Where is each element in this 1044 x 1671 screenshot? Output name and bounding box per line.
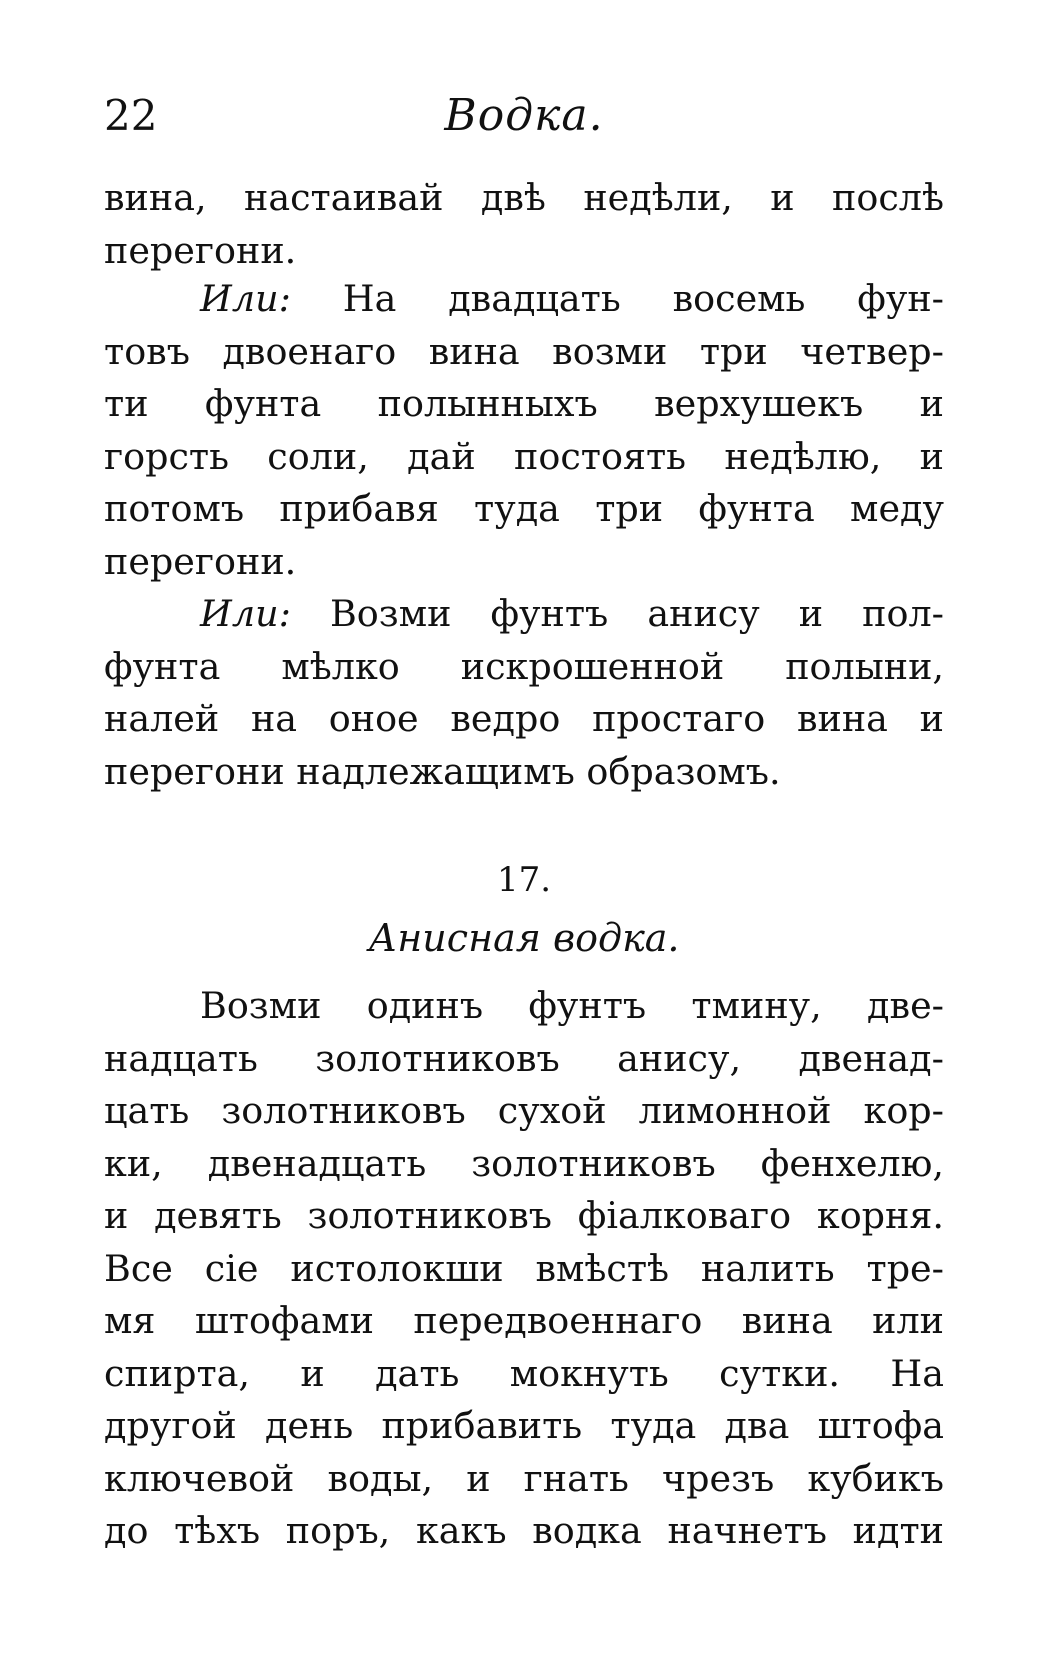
paragraph-continuation (104, 172, 944, 277)
text-line: Все сіе истолокши вмѣстѣ налить тре- (104, 1246, 944, 1290)
text-line: цать золотниковъ сухой лимонной кор- (104, 1089, 944, 1132)
text-line: фунта мѣлко искрошенной полыни, (104, 644, 944, 688)
text-line: ключевой воды, и гнать чрезъ кубикъ (104, 1456, 944, 1500)
text-line: мя штофами передвоеннаго вина или (104, 1299, 944, 1342)
running-title: Водка. (444, 90, 604, 141)
paragraph-recipe (104, 980, 944, 1558)
page-number: 22 (104, 91, 158, 140)
text-line: другой день прибавить туда два штофа (104, 1404, 944, 1447)
text-line: и девять золотниковъ фіалковаго корня. (104, 1194, 944, 1237)
text-line: перегони надлежащимъ образомъ. (104, 749, 781, 793)
text-line: налей на оное ведро простаго вина и (104, 697, 944, 740)
text-line-body: Возми фунтъ анису и пол- (329, 592, 944, 635)
text-line (104, 273, 944, 326)
paragraph-alternative-2 (104, 588, 944, 798)
text-line: перегони. (104, 228, 297, 272)
text-line: вина, настаивай двѣ недѣли, и послѣ (104, 176, 944, 219)
text-line: Возми одинъ фунтъ тмину, две- (200, 984, 944, 1027)
text-line: перегони. (104, 539, 297, 583)
text-line: горсть соли, дай постоять недѣлю, и (104, 434, 944, 478)
paragraph-lead: Или: (200, 277, 291, 320)
text-line: ти фунта полынныхъ верхушекъ и (104, 382, 944, 425)
text-line-body: На двадцать восемь фун- (342, 277, 944, 320)
section-title: Анисная водка. (368, 916, 680, 960)
text-line: надцать золотниковъ анису, двенад- (104, 1036, 944, 1080)
running-head (104, 86, 944, 146)
text-line (104, 588, 944, 641)
text-line: ки, двенадцать золотниковъ фенхелю, (104, 1141, 944, 1185)
text-line: до тѣхъ поръ, какъ водка начнетъ идти (104, 1509, 944, 1552)
text-line: потомъ прибавя туда три фунта меду (104, 487, 944, 530)
paragraph-lead: Или: (200, 592, 291, 635)
text-line: товъ двоенаго вина возми три четвер- (104, 329, 944, 373)
text-line: спирта, и дать мокнуть сутки. На (104, 1351, 944, 1395)
paragraph-alternative-1 (104, 273, 944, 588)
section-number: 17. (496, 860, 552, 900)
